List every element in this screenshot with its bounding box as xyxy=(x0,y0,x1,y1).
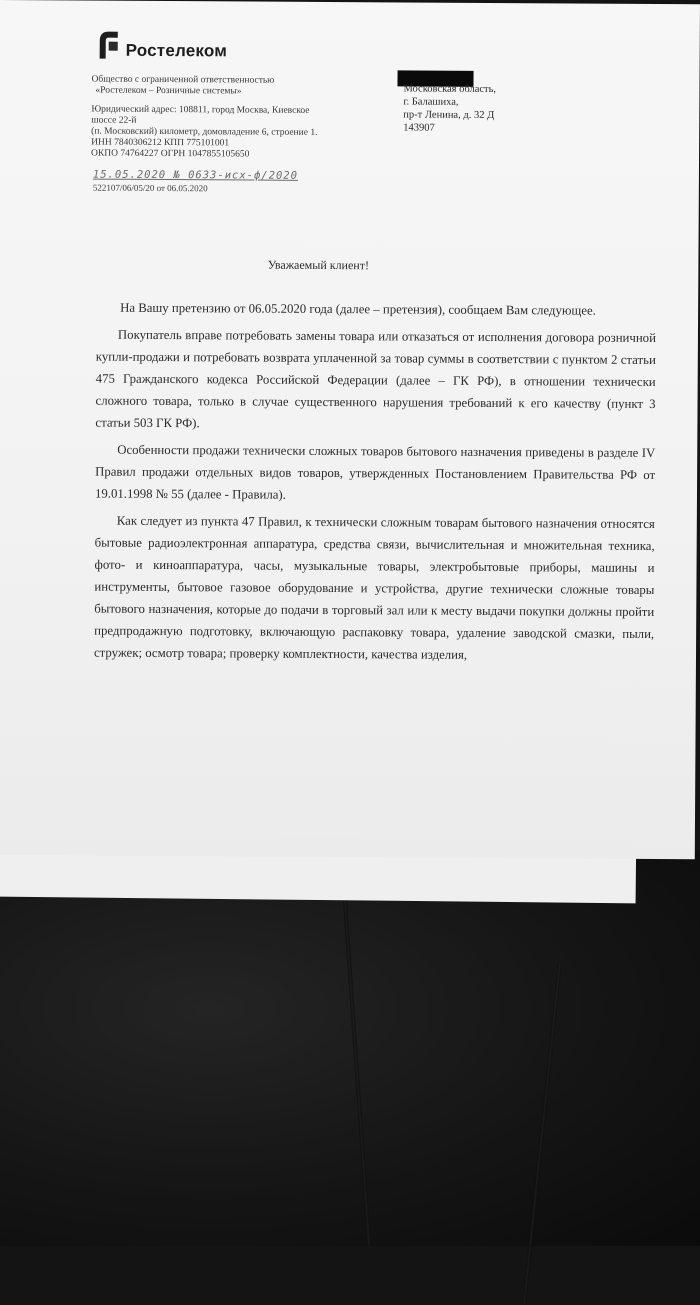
dark-background xyxy=(0,850,700,1246)
paragraph: Особенности продажи технически сложных товаров бытового назначения приведены в разделе IV Правил продажи отдельных видов товаров, утвержденных Постановлением Правительства РФ от 19.01.1998 № 55 (далее - Правила). xyxy=(94,442,656,502)
recipient-line: г. Балашиха, xyxy=(403,96,459,108)
address-line: (п. Московский) километр, домовладение 6, строение 1. xyxy=(91,126,318,138)
company-name-line: «Ростелеком – Розничные системы» xyxy=(95,85,242,97)
outgoing-registration xyxy=(93,169,298,195)
registration-id-line: ОКПО 74764227 ОГРН 1047855105650 xyxy=(91,148,250,160)
brand-name: Ростелеком xyxy=(125,40,228,61)
handwritten-reg-number: 15.05.2020 № 0633-исх-ф/2020 xyxy=(92,168,298,182)
recipient-line: пр-т Ленина, д. 32 Д xyxy=(403,109,495,122)
company-name-line: Общество с ограниченной ответственностью xyxy=(91,74,275,86)
paragraph: На Вашу претензию от 06.05.2020 года (далее – претензия), сообщаем Вам следующее. xyxy=(120,300,596,318)
recipient-line: 143907 xyxy=(403,122,435,134)
rostelecom-logo-icon xyxy=(96,29,122,61)
paragraph: Покупатель вправе потребовать замены товара или отказаться от исполнения договора розничной купли-продажи и потребовать возврата уплаченной за товар суммы в соответствии с пунктом 2 статьи 475 Гражданского кодекса Российской Федерации (далее – ГК РФ), в отношении технически сложного товара, только в случае существенного нарушения требований к его качеству (пункт 3 статьи 503 ГК РФ). xyxy=(95,327,656,431)
salutation: Уважаемый клиент! xyxy=(267,257,370,273)
tax-id-line: ИНН 7840306212 КПП 775101001 xyxy=(91,137,230,149)
letter-body xyxy=(94,297,656,669)
address-line: шоссе 22-й xyxy=(91,115,137,126)
recipient-address xyxy=(403,82,496,135)
address-line: Юридический адрес: 108811, город Москва, Киевское xyxy=(91,104,310,116)
paragraph: Как следует из пункта 47 Правил, к технически сложным товарам бытового назначения относятся бытовые радиоэлектронная аппаратура, средства связи, вычислительная и множительная техника, фото- и киноаппаратура, часы, музыкальные товары, электробытовые приборы, машины и инструменты, бытовое газовое оборудование и устройства, другие технически сложные товары бытового назначения, которые до подачи в торговый зал или к месту выдачи покупки должны пройти предпродажную подготовку, включающую распаковку товара, удаление заводской смазки, пыли, стружек; осмотр товара; проверку комплектности, качества изделия, xyxy=(93,513,655,662)
company-logo xyxy=(96,29,228,62)
sender-block xyxy=(91,75,318,161)
recipient-line: Московская область, xyxy=(403,83,497,96)
printed-reg-number: 522107/06/05/20 от 06.05.2020 xyxy=(92,182,208,194)
